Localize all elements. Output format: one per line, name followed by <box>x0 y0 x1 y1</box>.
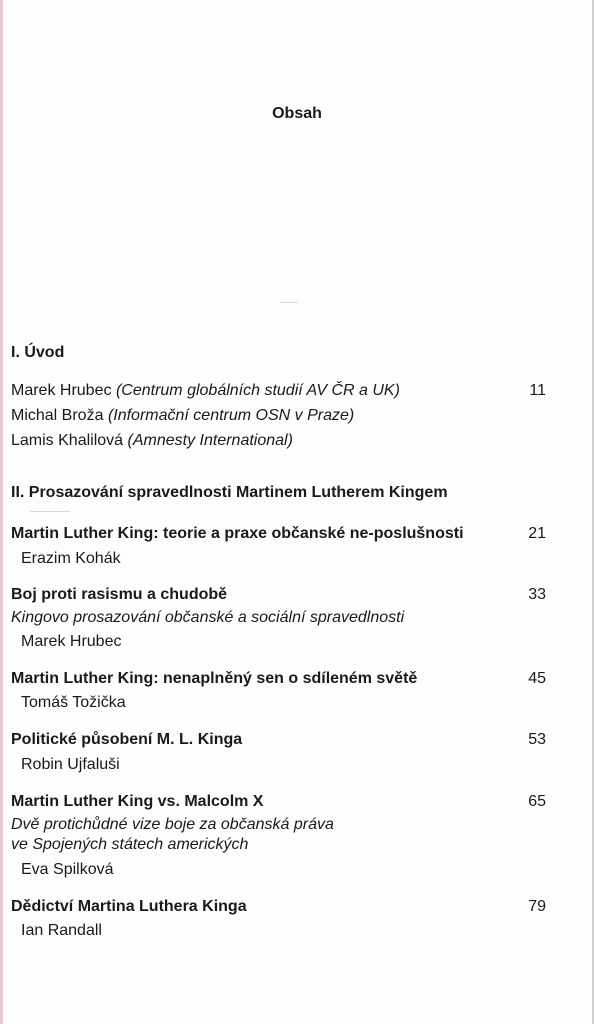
page-title: Obsah <box>272 105 322 122</box>
page-number: 33 <box>528 586 546 603</box>
toc-intro-line <box>11 405 546 426</box>
affiliation: (Informační centrum OSN v Praze) <box>107 407 355 424</box>
page-number: 21 <box>528 525 546 542</box>
author-name: Michal Broža <box>11 407 104 424</box>
affiliation: (Centrum globálních studií AV ČR a UK) <box>115 382 400 399</box>
toc-intro-line <box>11 430 546 451</box>
toc-entry-title: Politické působení M. L. Kinga <box>11 731 243 748</box>
paper-mark <box>280 302 298 303</box>
toc-entry-author: Ian Randall <box>21 922 102 939</box>
paper-mark <box>30 511 70 512</box>
toc-entry-subtitle: Dvě protichůdné vize boje za občanská práva <box>11 816 334 833</box>
author-name: Lamis Khalilová <box>11 432 124 449</box>
toc-entry-title: Dědictví Martina Luthera Kinga <box>11 898 247 915</box>
toc-entry-author: Robin Ujfaluši <box>21 756 120 773</box>
affiliation: (Amnesty International) <box>127 432 293 449</box>
page-number: 11 <box>529 382 546 399</box>
toc-entry-subtitle: ve Spojených státech amerických <box>11 836 249 853</box>
page-number: 45 <box>528 670 546 687</box>
author-name: Marek Hrubec <box>11 382 112 399</box>
toc-entry-author: Eva Spilková <box>21 861 114 878</box>
section-heading: II. Prosazování spravedlnosti Martinem Lutherem Kingem <box>11 484 448 501</box>
toc-entry-author: Marek Hrubec <box>21 633 122 650</box>
page-number: 65 <box>528 793 546 810</box>
toc-entry-subtitle: Kingovo prosazování občanské a sociální spravedlnosti <box>11 609 405 626</box>
toc-entry-title: Martin Luther King: teorie a praxe občanské ne-poslušnosti <box>11 525 464 542</box>
toc-entry-title: Martin Luther King vs. Malcolm X <box>11 793 264 810</box>
toc-entry-title: Boj proti rasismu a chudobě <box>11 586 228 603</box>
toc-entry-author: Erazim Kohák <box>21 550 121 567</box>
toc-intro-line <box>11 380 546 401</box>
page-left-edge <box>0 0 3 1024</box>
page-number: 79 <box>528 898 546 915</box>
page-number: 53 <box>528 731 546 748</box>
section-heading: I. Úvod <box>11 344 65 361</box>
toc-entry-title: Martin Luther King: nenaplněný sen o sdíleném světě <box>11 670 418 687</box>
toc-entry-author: Tomáš Tožička <box>21 694 126 711</box>
